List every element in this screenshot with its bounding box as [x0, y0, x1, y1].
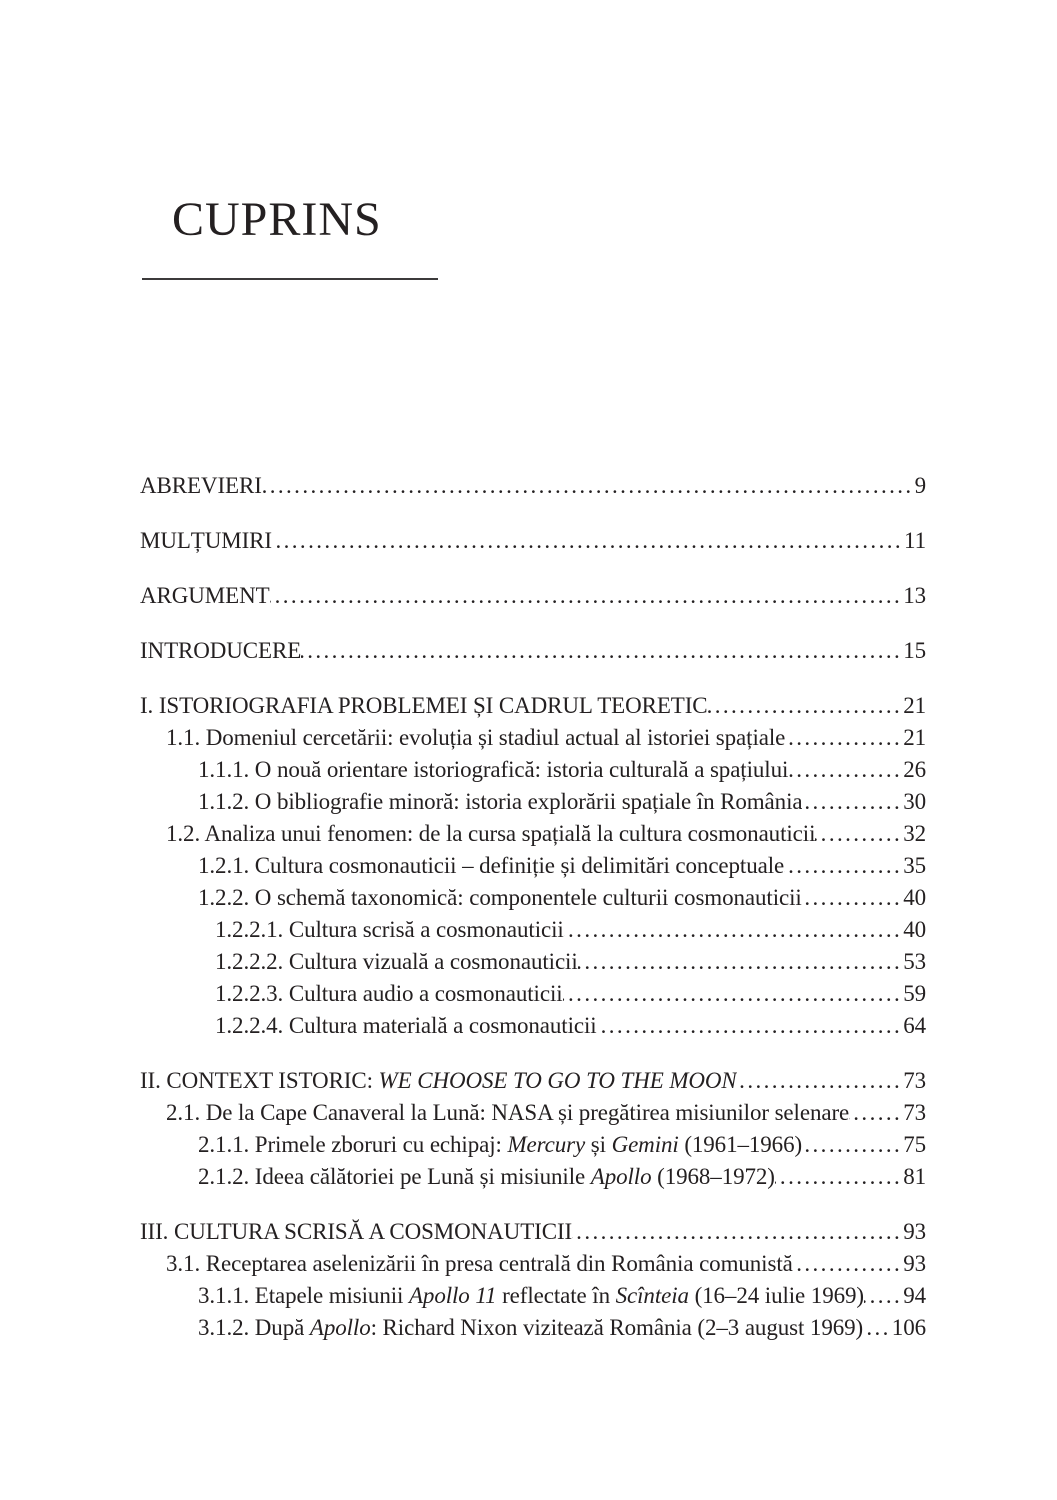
entry-text-segment: III. CULTURA SCRISĂ A COSMONAUTICII [140, 1219, 573, 1244]
toc-entry [140, 1161, 926, 1193]
dot-leader [272, 525, 904, 557]
entry-text-italic-segment: Scînteia [615, 1283, 689, 1308]
entry-text-segment: 1.1.2. O bibliografie minoră: istoria explorării spațiale în România [198, 789, 803, 814]
entry-text-italic-segment: Apollo [309, 1315, 371, 1340]
toc-entry [140, 635, 926, 667]
entry-text [198, 1129, 802, 1161]
entry-text [140, 580, 270, 612]
entry-text-segment: (1961–1966) [678, 1132, 803, 1157]
page-number: 93 [903, 1219, 926, 1244]
entry-text [166, 1097, 849, 1129]
entry-text-segment: ABREVIERI [140, 473, 262, 498]
entry-text-segment: 2.1.2. Ideea călătoriei pe Lună și misiunile [198, 1164, 591, 1189]
entry-text-segment: 2.1. De la Cape Canaveral la Lună: NASA și pregătirea misiunilor selenare [166, 1100, 850, 1125]
toc-entry [140, 470, 926, 502]
entry-text [215, 914, 564, 946]
toc-entry [140, 1065, 926, 1097]
page-number: 9 [914, 473, 926, 498]
entry-text-italic-segment: Apollo [590, 1164, 652, 1189]
toc-entry [140, 1280, 926, 1312]
toc-entry [140, 978, 926, 1010]
entry-text-segment: (1968–1972) [651, 1164, 775, 1189]
toc-entry [140, 1129, 926, 1161]
entry-text [166, 722, 785, 754]
entry-text [198, 1161, 775, 1193]
toc-entry [140, 754, 926, 786]
page-number: 30 [903, 789, 926, 814]
entry-text [140, 1065, 737, 1097]
page-number: 94 [903, 1283, 926, 1308]
page-number: 73 [903, 1068, 926, 1093]
entry-text-segment: 3.1. Receptarea aselenizării în presa centrală din România comunistă [166, 1251, 793, 1276]
entry-text [198, 1312, 863, 1344]
dot-leader [301, 635, 903, 667]
page-number: 11 [904, 528, 926, 553]
dot-leader [737, 1065, 904, 1097]
entry-text-segment: 1.2. Analiza unui fenomen: de la cursa spațială la cultura cosmonauticii [166, 821, 816, 846]
page-number: 75 [903, 1132, 926, 1157]
entry-text [215, 978, 563, 1010]
entry-text-segment: 3.1.2. După [198, 1315, 310, 1340]
entry-text-segment: MULȚUMIRI [140, 528, 272, 553]
page-number: 40 [903, 885, 926, 910]
dot-leader [864, 1280, 903, 1312]
toc-entry [140, 818, 926, 850]
entry-text-segment: 1.2.2.2. Cultura vizuală a cosmonauticii [215, 949, 578, 974]
entry-text-segment: (16–24 iulie 1969) [688, 1283, 864, 1308]
page-number: 26 [903, 757, 926, 782]
toc-entry [140, 1010, 926, 1042]
dot-leader [270, 580, 904, 612]
title-rule [142, 278, 438, 280]
dot-leader [802, 882, 904, 914]
dot-leader [863, 1312, 892, 1344]
entry-text [198, 850, 784, 882]
toc-entry [140, 850, 926, 882]
page-number: 73 [903, 1100, 926, 1125]
page-number: 64 [903, 1013, 926, 1038]
entry-text-segment: reflectate în [496, 1283, 616, 1308]
entry-text-segment: 3.1.1. Etapele misiunii [198, 1283, 409, 1308]
toc-entry [140, 882, 926, 914]
dot-leader [563, 978, 904, 1010]
page-number: 106 [891, 1315, 926, 1340]
dot-leader [578, 946, 904, 978]
entry-text-segment: 1.2.2. O schemă taxonomică: componentele culturii cosmonauticii [198, 885, 802, 910]
entry-text-segment: și [585, 1132, 612, 1157]
page-number: 35 [903, 853, 926, 878]
dot-leader [788, 754, 903, 786]
toc-entry [140, 722, 926, 754]
entry-text-segment: I. ISTORIOGRAFIA PROBLEMEI ȘI CADRUL TEORETIC [140, 693, 708, 718]
entry-text-segment: 1.1. Domeniul cercetării: evoluția și stadiul actual al istoriei spațiale [166, 725, 786, 750]
entry-text [166, 818, 815, 850]
entry-text [140, 470, 262, 502]
dot-leader [802, 786, 903, 818]
entry-text [140, 635, 301, 667]
page-number: 21 [903, 725, 926, 750]
dot-leader [708, 690, 904, 722]
page-number: 15 [903, 638, 926, 663]
dot-leader [262, 470, 915, 502]
page-number: 93 [903, 1251, 926, 1276]
dot-leader [815, 818, 903, 850]
dot-leader [785, 722, 903, 754]
entry-text [198, 882, 802, 914]
toc-entry [140, 525, 926, 557]
dot-leader [564, 914, 903, 946]
toc-entry [140, 786, 926, 818]
entry-text [215, 1010, 597, 1042]
dot-leader [784, 850, 903, 882]
page-number: 81 [903, 1164, 926, 1189]
entry-text-italic-segment: Mercury [507, 1132, 586, 1157]
toc-entry [140, 1248, 926, 1280]
page-number: 59 [903, 981, 926, 1006]
toc-entry [140, 914, 926, 946]
page-number: 53 [903, 949, 926, 974]
entry-text-italic-segment: Gemini [611, 1132, 679, 1157]
entry-text-segment: : Richard Nixon vizitează România (2–3 august 1969) [370, 1315, 864, 1340]
dot-leader [802, 1129, 903, 1161]
page-number: 21 [903, 693, 926, 718]
toc-list [140, 470, 926, 1344]
page-number: 13 [903, 583, 926, 608]
dot-leader [793, 1248, 903, 1280]
entry-text [140, 525, 272, 557]
toc-entry [140, 1216, 926, 1248]
page-number: 40 [903, 917, 926, 942]
entry-text [198, 1280, 864, 1312]
dot-leader [597, 1010, 904, 1042]
entry-text [166, 1248, 793, 1280]
page-number: 32 [903, 821, 926, 846]
toc-entry [140, 1097, 926, 1129]
toc-entry [140, 690, 926, 722]
toc-entry [140, 580, 926, 612]
entry-text [198, 786, 802, 818]
page-title: CUPRINS [172, 193, 382, 246]
dot-leader [849, 1097, 903, 1129]
entry-text-segment: 1.1.1. O nouă orientare istoriografică: istoria culturală a spațiului [198, 757, 789, 782]
toc-entry [140, 1312, 926, 1344]
entry-text [140, 690, 708, 722]
entry-text [198, 754, 788, 786]
toc-entry [140, 946, 926, 978]
entry-text-segment: II. CONTEXT ISTORIC: [140, 1068, 379, 1093]
entry-text-italic-segment: Apollo 11 [408, 1283, 497, 1308]
entry-text [140, 1216, 572, 1248]
entry-text-segment: INTRODUCERE [140, 638, 302, 663]
entry-text-segment: 1.2.2.3. Cultura audio a cosmonauticii [215, 981, 563, 1006]
entry-text-segment: 1.2.2.1. Cultura scrisă a cosmonauticii [215, 917, 564, 942]
entry-text-segment: 1.2.2.4. Cultura materială a cosmonauticii [215, 1013, 597, 1038]
entry-text-segment: ARGUMENT [140, 583, 270, 608]
entry-text-segment: 1.2.1. Cultura cosmonauticii – definiție și delimitări conceptuale [198, 853, 785, 878]
entry-text-italic-segment: WE CHOOSE TO GO TO THE MOON [378, 1068, 737, 1093]
entry-text [215, 946, 578, 978]
dot-leader [572, 1216, 903, 1248]
dot-leader [775, 1161, 903, 1193]
entry-text-segment: 2.1.1. Primele zboruri cu echipaj: [198, 1132, 508, 1157]
